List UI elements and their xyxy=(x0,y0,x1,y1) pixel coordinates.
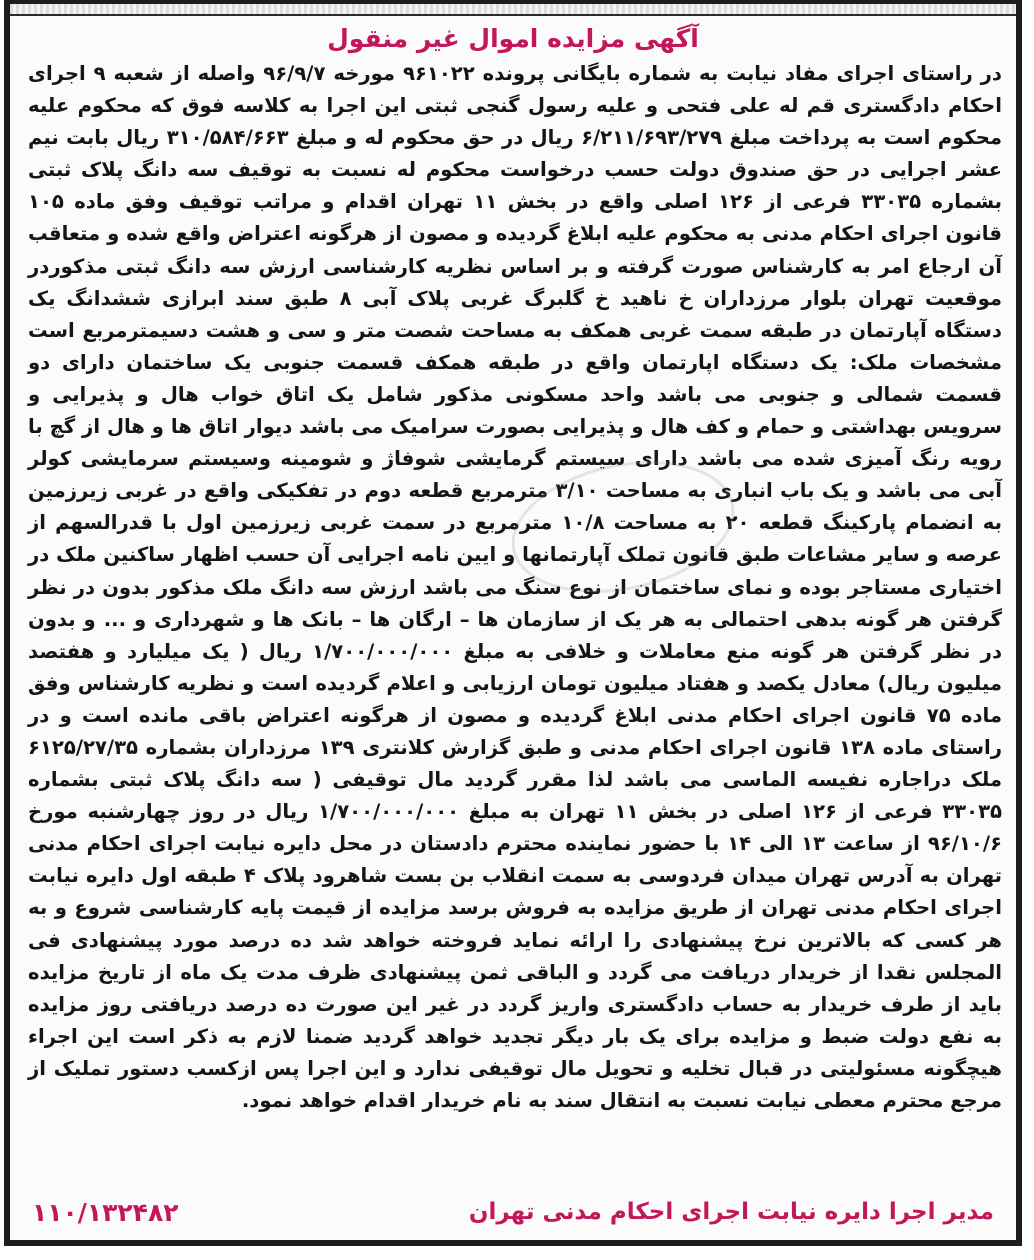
auction-notice xyxy=(4,0,1022,1246)
top-border-strip xyxy=(10,4,1016,16)
notice-footer xyxy=(10,1192,1016,1232)
signature-line: مدیر اجرا دایره نیابت اجرای احکام مدنی تهران xyxy=(468,1199,994,1225)
notice-body: در راستای اجرای مفاد نیابت به شماره بایگانی پرونده ۹۶۱۰۲۲ مورخه ۹۶/۹/۷ واصله از شعبه ۹ اجرای احکام دادگستری قم له علی فتحی و علیه رسول گنجی ثبتی این اجرا به کلاسه فوق که محکوم علیه محکوم است به پرداخت مبلغ ۶/۲۱۱/۶۹۳/۲۷۹ ریال در حق محکوم له و مبلغ ۳۱۰/۵۸۴/۶۶۳ ریال بابت نیم عشر اجرایی در حق صندوق دولت حسب درخواست محکوم له نسبت به توقیف سه دانگ پلاک ثبتی بشماره ۳۳۰۳۵ فرعی از ۱۲۶ اصلی واقع در بخش ۱۱ تهران اقدام و مراتب توقیف وفق ماده ۱۰۵ قانون اجرای احکام مدنی به محکوم علیه ابلاغ گردیده و مصون از هرگونه اعتراض واقع شده و متعاقب آن ارجاع امر به کارشناس صورت گرفته و بر اساس نظریه کارشناسی ارزش سه دانگ ثبتی مذکوردر موقعیت تهران بلوار مرزداران خ ناهید خ گلبرگ غربی پلاک آبی ۸ طبق سند ابرازی ششدانگ یک دستگاه آپارتمان در طبقه سمت غربی همکف به مساحت شصت متر و سی و هشت دسیمترمربع است مشخصات ملک: یک دستگاه اپارتمان واقع در طبقه همکف قسمت جنوبی یک ساختمان دارای دو قسمت شمالی و جنوبی می باشد واحد مسکونی مذکور شامل یک اتاق خواب هال و پذیرایی و سرویس بهداشتی و حمام و کف هال و پذیرایی بصورت سرامیک می باشد دیوار اتاق ها و هال از گچ با رویه رنگ آمیزی شده می باشد دارای سیستم گرمایشی شوفاژ و شومینه وسیستم سرمایشی کولر آبی می باشد و یک باب انباری به مساحت ۳/۱۰ مترمربع قطعه دوم در تفکیکی واقع در غربی زیرزمین به انضمام پارکینگ قطعه ۲۰ به مساحت ۱۰/۸ مترمربع در سمت غربی زیرزمین اول با قدرالسهم از عرصه و سایر مشاعات طبق قانون تملک آپارتمانها و ایین نامه اجرایی آن حسب اظهار ساکنین ملک در اختیاری مستاجر بوده و نمای ساختمان از نوع سنگ می باشد ارزش سه دانگ ملک مذکور بدون در نظر گرفتن هر گونه بدهی احتمالی به هر یک از سازمان ها – ارگان ها – بانک ها و شهرداری و ... و بدون در نظر گرفتن هر گونه منع معاملات و خلافی به مبلغ ۱/۷۰۰/۰۰۰/۰۰۰ ریال ( یک میلیارد و هفتصد میلیون ریال) معادل یکصد و هفتاد میلیون تومان ارزیابی و اعلام گردیده است و نظریه کارشناس وفق ماده ۷۵ قانون اجرای احکام مدنی ابلاغ گردیده و مصون از هرگونه اعتراض باقی مانده است و در راستای ماده ۱۳۸ قانون اجرای احکام مدنی و طبق گزارش کلانتری ۱۳۹ مرزداران بشماره ۶۱۲۵/۲۷/۳۵ ملک دراجاره نفیسه الماسی می باشد لذا مقرر گردید مال توقیفی ( سه دانگ پلاک ثبتی بشماره ۳۳۰۳۵ فرعی از ۱۲۶ اصلی در بخش ۱۱ تهران به مبلغ ۱/۷۰۰/۰۰۰/۰۰۰ ریال در روز چهارشنبه مورخ ۹۶/۱۰/۶ از ساعت ۱۳ الی ۱۴ با حضور نماینده محترم دادستان در محل دایره نیابت اجرای احکام مدنی تهران به آدرس تهران میدان فردوسی به سمت انقلاب بن بست شاهرود پلاک ۴ طبقه اول دایره نیابت اجرای احکام مدنی تهران از طریق مزایده به فروش برسد مزایده از قیمت پایه کارشناسی شروع و به هر کسی که بالاترین نرخ پیشنهادی را ارائه نماید فروخته خواهد شد ده درصد مورد پیشنهادی فی المجلس نقدا از خریدار دریافت می گردد و الباقی ثمن پیشنهادی ظرف مدت یک ماه از تاریخ مزایده باید از طرف خریدار به حساب دادگستری واریز گردد در غیر این صورت ده درصد دریافتی روز مزایده به نفع دولت ضبط و مزایده برای یک بار دیگر تجدید خواهد گردید ضمنا لازم به ذکر است این اجراء هیچگونه مسئولیتی در قبال تخلیه و تحویل مال توقیفی ندارد و این اجرا پس ازکسب دستور تملیک از مرجع محترم معطی نیابت نسبت به انتقال سند به نام خریدار اقدام خواهد نمود. xyxy=(28,62,1003,1112)
reference-number: ۱۱۰/۱۳۲۴۸۲ xyxy=(32,1197,179,1227)
notice-title: آگهی مزایده اموال غیر منقول xyxy=(327,24,699,53)
